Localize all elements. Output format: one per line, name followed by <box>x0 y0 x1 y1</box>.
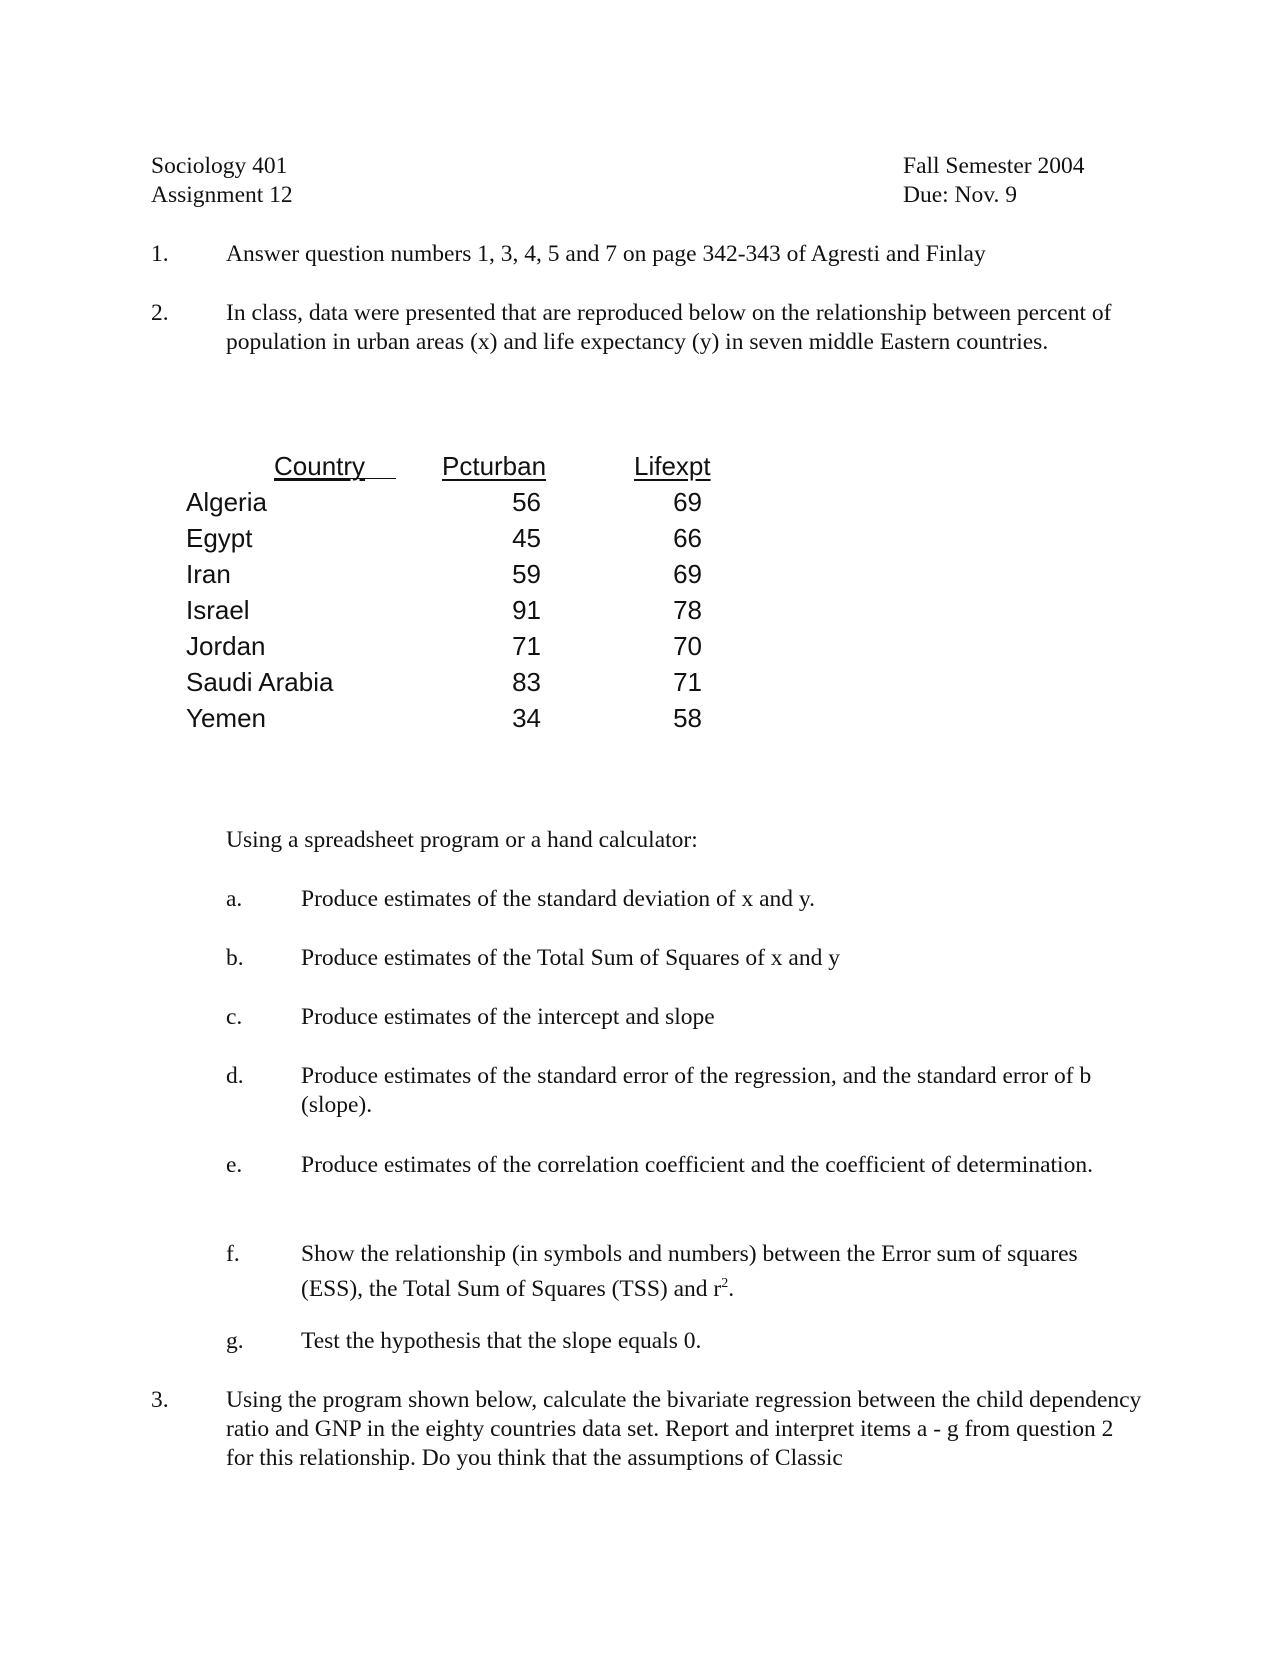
item-label: a. <box>226 886 243 912</box>
course-title: Sociology 401 <box>151 153 288 179</box>
item-text: Show the relationship (in symbols and numbers) between the Error sum of squares (ESS), the Total Sum of Squares (TSS) and r <box>301 1241 1078 1302</box>
column-header-lifexpt: Lifexpt <box>634 451 711 481</box>
pcturban-cell: 83 <box>512 667 541 697</box>
table-row <box>186 700 726 736</box>
lifexpt-cell: 70 <box>673 631 702 661</box>
header-underline <box>274 478 396 479</box>
table-row <box>186 664 726 700</box>
pcturban-cell: 59 <box>512 559 541 589</box>
question-number: 1. <box>151 241 169 267</box>
pcturban-cell: 34 <box>512 703 541 733</box>
table-row <box>186 484 726 520</box>
lifexpt-cell: 71 <box>673 667 702 697</box>
semester: Fall Semester 2004 <box>903 153 1085 179</box>
question-text: Answer question numbers 1, 3, 4, 5 and 7 on page 342-343 of Agresti and Finlay <box>226 241 986 267</box>
item-label: d. <box>226 1063 244 1089</box>
item-text: Produce estimates of the correlation coefficient and the coefficient of determination. <box>301 1152 1093 1178</box>
lifexpt-cell: 58 <box>673 703 702 733</box>
item-text: Produce estimates of the Total Sum of Squares of x and y <box>301 945 840 971</box>
superscript: 2 <box>721 1276 729 1291</box>
instructions: Using a spreadsheet program or a hand calculator: <box>226 827 698 853</box>
lifexpt-cell: 78 <box>673 595 702 625</box>
lifexpt-cell: 66 <box>673 523 702 553</box>
table-row <box>186 520 726 556</box>
item-label: c. <box>226 1004 243 1030</box>
item-suffix: . <box>728 1275 735 1302</box>
lifexpt-cell: 69 <box>673 487 702 517</box>
item-label: f. <box>226 1241 240 1267</box>
pcturban-cell: 71 <box>512 631 541 661</box>
table-row <box>186 628 726 664</box>
item-text: Produce estimates of the standard deviation of x and y. <box>301 886 816 912</box>
country-cell: Iran <box>186 559 231 589</box>
question-text: Using the program shown below, calculate the bivariate regression between the child dependency ratio and GNP in the eighty countries data set. Report and interpret items a - g from question 2 for this relationship. Do you think that the assumptions of Classic <box>226 1387 1142 1471</box>
item-label: e. <box>226 1152 243 1178</box>
country-cell: Egypt <box>186 523 253 553</box>
item-text: Produce estimates of the standard error of the regression, and the standard error of b (slope). <box>301 1063 1092 1118</box>
pcturban-cell: 91 <box>512 595 541 625</box>
assignment-title: Assignment 12 <box>151 182 293 208</box>
item-text-container <box>301 1240 1136 1304</box>
header-right <box>903 152 1084 210</box>
table-row <box>186 592 726 628</box>
country-cell: Israel <box>186 595 250 625</box>
pcturban-cell: 45 <box>512 523 541 553</box>
question-number: 2. <box>151 300 169 326</box>
country-cell: Yemen <box>186 703 266 733</box>
table-row <box>186 556 726 592</box>
header-left <box>151 152 293 210</box>
item-label: b. <box>226 945 244 971</box>
question-number: 3. <box>151 1387 169 1413</box>
item-text: Produce estimates of the intercept and slope <box>301 1004 715 1030</box>
column-header-pcturban: Pcturban <box>442 451 547 481</box>
pcturban-cell: 56 <box>512 487 541 517</box>
due-date: Due: Nov. 9 <box>903 182 1018 208</box>
country-cell: Jordan <box>186 631 266 661</box>
column-header-country: Country <box>274 451 366 481</box>
country-cell: Saudi Arabia <box>186 667 334 697</box>
country-cell: Algeria <box>186 487 267 517</box>
question-text: In class, data were presented that are reproduced below on the relationship between percent of population in urban areas (x) and life expectancy (y) in seven middle Eastern countries. <box>226 300 1112 355</box>
item-text: Test the hypothesis that the slope equals 0. <box>301 1328 702 1354</box>
lifexpt-cell: 69 <box>673 559 702 589</box>
item-label: g. <box>226 1328 244 1354</box>
